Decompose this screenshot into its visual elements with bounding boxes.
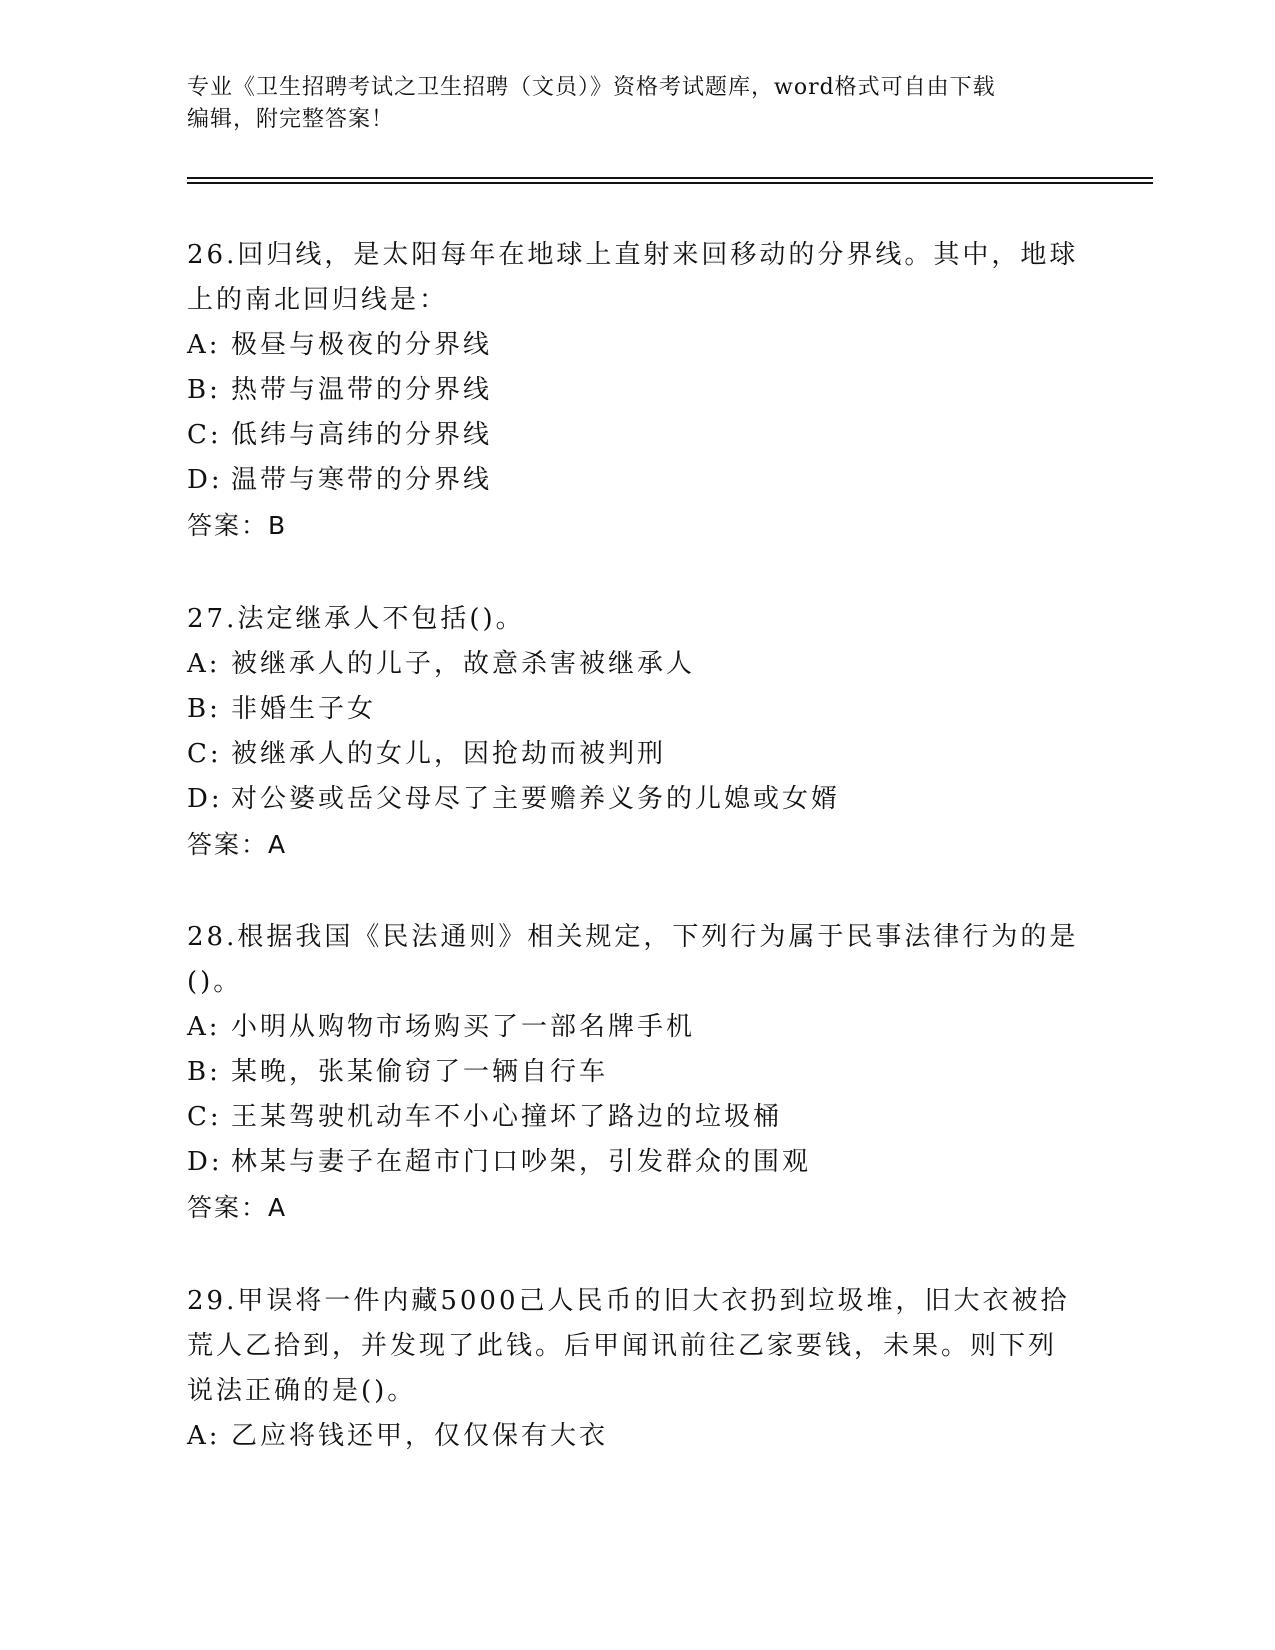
option-text: 非婚生子女	[231, 694, 377, 724]
option-text: 对公婆或岳父母尽了主要赡养义务的儿媳或女婿	[231, 784, 841, 814]
header-rule-bottom	[187, 182, 1153, 184]
option-text: 王某驾驶机动车不小心撞坏了路边的垃圾桶	[231, 1102, 783, 1132]
question-stem-line: 29.甲误将一件内藏5000己人民币的旧大衣扔到垃圾堆，旧大衣被拾	[187, 1286, 1070, 1316]
option-letter: B:	[187, 694, 221, 724]
option-letter: B:	[187, 375, 221, 405]
option-letter: C:	[187, 1102, 222, 1132]
option-letter: C:	[187, 739, 222, 769]
option-letter: A:	[187, 1012, 221, 1042]
option-text: 林某与妻子在超市门口吵架，引发群众的围观	[231, 1147, 812, 1177]
option-letter: C:	[187, 420, 222, 450]
option-a	[187, 642, 1087, 687]
question-27	[187, 597, 1087, 867]
question-28	[187, 915, 1087, 1230]
option-text: 小明从购物市场购买了一部名牌手机	[231, 1012, 696, 1042]
option-text: 热带与温带的分界线	[231, 375, 493, 405]
header-rule-top	[187, 177, 1153, 179]
question-stem-line: ()。	[187, 967, 243, 997]
question-29	[187, 1279, 1087, 1459]
option-letter: A:	[187, 1421, 221, 1451]
option-letter: D:	[187, 465, 223, 495]
question-stem-line: 说法正确的是()。	[187, 1376, 417, 1406]
option-c	[187, 732, 1087, 777]
option-b	[187, 687, 1087, 732]
answer-line: 答案：B	[187, 511, 288, 540]
answer-line: 答案：A	[187, 830, 288, 859]
question-stem-line: 28.根据我国《民法通则》相关规定，下列行为属于民事法律行为的是	[187, 922, 1079, 952]
option-a	[187, 323, 1087, 368]
option-a	[187, 1414, 1087, 1459]
option-text: 被继承人的儿子，故意杀害被继承人	[231, 649, 696, 679]
document-header	[187, 72, 1067, 136]
option-d	[187, 777, 1087, 822]
option-text: 被继承人的女儿，因抢劫而被判刑	[231, 739, 667, 769]
option-a	[187, 1005, 1087, 1050]
option-letter: D:	[187, 1147, 223, 1177]
option-letter: A:	[187, 649, 221, 679]
option-c	[187, 1095, 1087, 1140]
header-line-2: 编辑，附完整答案！	[187, 107, 395, 132]
option-text: 低纬与高纬的分界线	[231, 420, 493, 450]
option-text: 温带与寒带的分界线	[231, 465, 493, 495]
option-letter: A:	[187, 330, 221, 360]
question-26	[187, 233, 1087, 548]
option-letter: B:	[187, 1057, 221, 1087]
answer-line: 答案：A	[187, 1193, 288, 1222]
option-c	[187, 413, 1087, 458]
option-letter: D:	[187, 784, 223, 814]
question-stem-line: 上的南北回归线是：	[187, 285, 449, 315]
option-text: 某晚，张某偷窃了一辆自行车	[231, 1057, 609, 1087]
option-d	[187, 458, 1087, 503]
question-stem-line: 荒人乙拾到，并发现了此钱。后甲闻讯前往乙家要钱，未果。则下列	[187, 1331, 1058, 1361]
question-stem-line: 26.回归线，是太阳每年在地球上直射来回移动的分界线。其中，地球	[187, 240, 1079, 270]
option-b	[187, 368, 1087, 413]
option-d	[187, 1140, 1087, 1185]
question-stem-line: 27.法定继承人不包括()。	[187, 604, 525, 634]
header-line-1: 专业《卫生招聘考试之卫生招聘（文员）》资格考试题库，word格式可自由下载	[187, 75, 996, 100]
option-text: 极昼与极夜的分界线	[231, 330, 493, 360]
option-text: 乙应将钱还甲，仅仅保有大衣	[231, 1421, 609, 1451]
option-b	[187, 1050, 1087, 1095]
